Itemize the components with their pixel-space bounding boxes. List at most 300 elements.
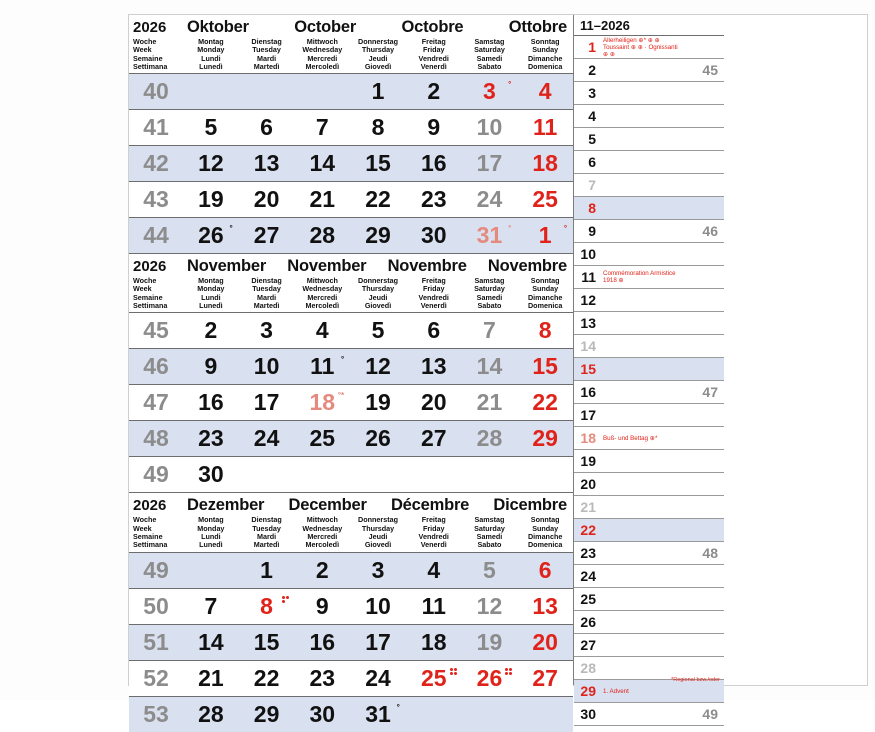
day-cell[interactable] — [183, 553, 239, 588]
weekday-name: Jeudi — [368, 531, 388, 541]
weekday-column-4 — [350, 516, 406, 549]
day-cell[interactable] — [183, 74, 239, 109]
day-cell[interactable]: 12 — [198, 150, 224, 177]
weekday-column-4 — [350, 277, 406, 310]
week-days — [183, 349, 573, 384]
sidebar-day-row[interactable] — [574, 473, 724, 496]
day-cell[interactable]: 13 — [253, 150, 280, 177]
week-row — [129, 420, 573, 456]
sidebar-day-note: 1. Advent — [603, 687, 629, 695]
weekday-name: Wednesday — [302, 523, 343, 533]
sidebar-day-number: 30 — [580, 706, 596, 722]
sidebar-day-row[interactable] — [574, 174, 724, 197]
day-cell[interactable] — [294, 457, 350, 492]
day-cell[interactable]: 14 — [198, 628, 224, 655]
month-header — [129, 254, 573, 277]
moon-phase-dots — [505, 668, 514, 675]
weekday-name: Montag — [198, 276, 224, 286]
day-cell[interactable]: 15 — [365, 150, 391, 177]
weekday-name: Samstag — [474, 276, 505, 286]
day-cell[interactable]: 9 — [427, 114, 441, 141]
weekday-name: Thursday — [361, 284, 395, 294]
day-cell[interactable]: 24 — [253, 425, 280, 452]
weekday-name: Wednesday — [302, 284, 343, 294]
day-cell[interactable]: 14 — [476, 353, 503, 380]
weekday-column-2 — [239, 277, 295, 310]
weekday-name: Friday — [422, 45, 445, 55]
day-cell[interactable]: 19 — [476, 628, 503, 655]
day-cell[interactable]: 24 — [476, 186, 503, 213]
day-cell[interactable]: 1 ° — [538, 222, 568, 249]
week-number: 44 — [143, 222, 169, 249]
day-cell[interactable]: 24 — [365, 664, 391, 691]
weekday-name: Jeudi — [368, 292, 388, 302]
sidebar-day-row[interactable] — [574, 703, 724, 726]
day-cell[interactable]: 1 — [260, 556, 273, 583]
week-row — [129, 312, 573, 348]
day-cell[interactable]: 10 — [476, 114, 503, 141]
weekday-name: Sonntag — [530, 515, 560, 525]
weekday-name: Mardi — [256, 292, 277, 302]
day-marker: ° — [340, 355, 345, 365]
weekday-name: Monday — [197, 284, 225, 294]
sidebar-day-row[interactable] — [574, 335, 724, 358]
day-cell[interactable]: 15 — [532, 353, 558, 380]
sidebar-day-row[interactable] — [574, 105, 724, 128]
week-label: Settimana — [133, 61, 168, 71]
sidebar-day-number: 27 — [580, 637, 596, 653]
day-cell[interactable]: 6 — [260, 114, 273, 141]
weekday-name: Sunday — [532, 523, 559, 533]
sidebar-day-row[interactable] — [574, 450, 724, 473]
week-row — [129, 73, 573, 109]
month-name: November — [287, 257, 367, 276]
week-days — [183, 661, 573, 696]
weekday-name: Sunday — [532, 45, 559, 55]
week-row — [129, 552, 573, 588]
month-names — [187, 18, 571, 37]
day-cell[interactable]: 4 — [315, 317, 329, 344]
day-cell[interactable]: 30 — [420, 222, 447, 249]
sidebar-day-number: 19 — [580, 453, 596, 469]
day-cell[interactable]: 31 ° — [365, 700, 400, 727]
day-cell[interactable]: 4 — [538, 78, 552, 105]
week-days — [183, 110, 573, 145]
day-cell[interactable]: 16 — [420, 150, 447, 177]
weekday-name: Venerdì — [420, 61, 447, 71]
day-marker: ° — [508, 80, 512, 90]
sidebar-day-number: 10 — [580, 246, 596, 262]
weekday-name: Mardi — [256, 53, 277, 63]
weekday-name: Lunedì — [199, 301, 223, 311]
weekday-name: Thursday — [361, 523, 395, 533]
day-cell[interactable] — [462, 457, 518, 492]
weekday-column-5 — [406, 38, 462, 71]
months-container — [129, 15, 573, 732]
weekday-name: Sunday — [532, 284, 559, 294]
weekday-name: Sabato — [477, 540, 502, 550]
day-cell[interactable]: 11 — [533, 114, 558, 141]
week-label: Settimana — [133, 301, 168, 311]
sidebar-day-row[interactable] — [574, 565, 724, 588]
week-label: Semaine — [133, 531, 163, 541]
weekday-name: Giovedì — [364, 61, 392, 71]
month-names — [187, 496, 571, 515]
day-cell[interactable]: 31 ° — [476, 222, 512, 249]
day-cell[interactable]: 16 — [309, 628, 336, 655]
weekday-name: Domenica — [527, 540, 563, 550]
weekday-column-1 — [183, 277, 239, 310]
sidebar-day-number: 25 — [580, 591, 596, 607]
weekday-name: Donnerstag — [358, 515, 398, 525]
month-block — [129, 254, 573, 493]
sidebar-day-row[interactable] — [574, 427, 724, 450]
month-year: 2026 — [133, 497, 167, 515]
sidebar-day-row[interactable] — [574, 36, 724, 59]
week-number: 40 — [143, 78, 169, 105]
sidebar-day-number: 18 — [580, 430, 596, 446]
weekday-name: Mittwoch — [306, 276, 338, 286]
sidebar-day-number: 17 — [580, 407, 596, 423]
day-cell[interactable]: 23 — [198, 425, 224, 452]
sidebar-day-row[interactable] — [574, 519, 724, 542]
day-cell[interactable] — [239, 74, 295, 109]
day-cell[interactable]: 5 — [483, 556, 496, 583]
day-cell[interactable]: 22 — [365, 186, 391, 213]
sidebar-day-row[interactable] — [574, 220, 724, 243]
week-number: 49 — [143, 556, 169, 583]
week-days — [183, 218, 573, 253]
weekday-name: Vendredi — [418, 531, 449, 541]
day-cell[interactable]: 26 — [365, 425, 391, 452]
weekday-column-3 — [294, 516, 350, 549]
week-label: Week — [133, 523, 152, 533]
day-cell[interactable]: 17 — [253, 389, 280, 416]
day-marker: °* — [337, 391, 345, 401]
day-cell[interactable]: 27 — [532, 664, 558, 691]
day-cell[interactable]: 5 — [371, 317, 385, 344]
week-number: 51 — [143, 628, 169, 655]
week-days — [183, 182, 573, 217]
sidebar-day-list — [574, 36, 724, 726]
weekday-name: Martedì — [253, 61, 280, 71]
month-name: Octobre — [401, 18, 464, 36]
day-cell[interactable]: 29 — [532, 425, 558, 452]
day-cell[interactable]: 21 — [198, 664, 224, 691]
sidebar-day-row[interactable] — [574, 404, 724, 427]
month-name: December — [288, 496, 367, 515]
week-label: Settimana — [133, 540, 168, 550]
day-cell[interactable]: 23 — [309, 664, 336, 691]
month-header — [129, 493, 573, 516]
sidebar-day-row[interactable] — [574, 289, 724, 312]
day-cell[interactable]: 10 — [365, 592, 391, 619]
weekday-column-6 — [462, 516, 518, 549]
week-days — [183, 74, 573, 109]
month-name: Dicembre — [493, 496, 567, 515]
day-cell[interactable]: 2 — [204, 317, 218, 344]
day-cell[interactable]: 12 — [476, 592, 503, 619]
sidebar-day-row[interactable] — [574, 197, 724, 220]
day-cell[interactable]: 17 — [365, 628, 391, 655]
day-cell[interactable]: 14 — [309, 150, 336, 177]
weekday-names — [183, 38, 573, 71]
weekday-header — [129, 277, 573, 312]
week-row — [129, 181, 573, 217]
day-cell[interactable]: 16 — [198, 389, 224, 416]
day-cell[interactable]: 26 ° — [198, 222, 233, 249]
week-days — [183, 457, 573, 492]
day-cell[interactable]: 28 — [309, 222, 336, 249]
weekday-name: Dienstag — [251, 37, 282, 46]
day-cell[interactable]: 20 — [532, 628, 558, 655]
sidebar-day-number: 9 — [588, 223, 596, 239]
day-cell[interactable]: 9 — [204, 353, 218, 380]
sidebar-day-row[interactable] — [574, 128, 724, 151]
weekday-name: Donnerstag — [358, 37, 398, 46]
week-row — [129, 456, 573, 492]
weekday-name: Mittwoch — [306, 37, 338, 46]
day-cell[interactable]: 5 — [204, 114, 218, 141]
moon-phase-dots — [450, 668, 459, 675]
day-cell[interactable]: 6 — [427, 317, 441, 344]
sidebar-day-row[interactable] — [574, 82, 724, 105]
day-cell[interactable]: 1 — [371, 78, 385, 105]
month-names — [187, 257, 571, 276]
month-block — [129, 493, 573, 731]
day-cell[interactable]: 7 — [315, 114, 329, 141]
day-cell[interactable]: 17 — [476, 150, 503, 177]
day-cell[interactable]: 22 — [532, 389, 558, 416]
sidebar-day-row[interactable] — [574, 588, 724, 611]
day-cell[interactable]: 13 — [532, 592, 558, 619]
weekday-column-1 — [183, 38, 239, 71]
day-cell[interactable]: 28 — [198, 700, 224, 727]
weekday-name: Samedi — [476, 531, 503, 541]
month-name: Décembre — [390, 496, 470, 515]
weekday-name: Samstag — [474, 37, 505, 46]
day-cell[interactable]: 3 ° — [483, 78, 512, 105]
weekday-name: Tuesday — [252, 284, 281, 294]
day-cell[interactable]: 3 — [260, 317, 273, 344]
day-cell[interactable]: 21 — [309, 186, 336, 213]
sidebar-day-row[interactable] — [574, 634, 724, 657]
week-days — [183, 421, 573, 456]
day-cell[interactable]: 28 — [476, 425, 503, 452]
week-label: Semaine — [133, 53, 163, 63]
sidebar-day-row[interactable] — [574, 312, 724, 335]
day-cell[interactable]: 19 — [198, 186, 224, 213]
weekday-header — [129, 38, 573, 73]
week-row — [129, 696, 573, 732]
day-cell[interactable] — [517, 457, 573, 492]
week-days — [183, 589, 573, 624]
weekday-name: Mittwoch — [306, 515, 338, 525]
day-cell[interactable] — [517, 697, 573, 732]
day-cell[interactable]: 25 — [406, 661, 462, 696]
day-cell[interactable] — [294, 74, 350, 109]
day-cell[interactable]: 29 — [253, 700, 280, 727]
day-cell[interactable]: 9 — [315, 592, 329, 619]
day-cell[interactable]: 15 — [253, 628, 280, 655]
sidebar-day-number: 6 — [588, 154, 596, 170]
day-cell[interactable]: 11 ° — [310, 353, 345, 380]
sidebar-day-row[interactable] — [574, 496, 724, 519]
weekday-name: Dimanche — [527, 531, 563, 541]
weekday-name: Tuesday — [252, 523, 281, 533]
weekday-column-4 — [350, 38, 406, 71]
sidebar-day-row[interactable] — [574, 151, 724, 174]
day-cell[interactable]: 13 — [420, 353, 447, 380]
day-cell[interactable]: 2 — [427, 78, 441, 105]
week-number: 50 — [143, 592, 169, 619]
sidebar-day-row[interactable] — [574, 59, 724, 82]
day-cell[interactable]: 18 — [532, 150, 558, 177]
week-label: Week — [133, 284, 152, 294]
week-days — [183, 146, 573, 181]
day-cell[interactable]: 2 — [315, 556, 329, 583]
day-cell[interactable] — [406, 457, 462, 492]
week-number: 49 — [143, 461, 169, 488]
weekday-column-6 — [462, 38, 518, 71]
sidebar-day-note: Commémoration Armistice 1918 ⊕ — [603, 270, 676, 284]
day-cell[interactable]: 7 — [483, 317, 496, 344]
day-cell[interactable] — [350, 457, 406, 492]
sidebar-day-row[interactable] — [574, 358, 724, 381]
day-cell[interactable]: 20 — [253, 186, 280, 213]
sidebar-day-note: Allerheiligen ⊕* ⊕ ⊕ Toussaint ⊕ ⊕ · Ognissanti ⊕ ⊕ — [603, 36, 678, 58]
week-days — [183, 625, 573, 660]
weekday-names — [183, 516, 573, 549]
weekday-name: Dimanche — [527, 292, 563, 302]
day-cell[interactable] — [239, 457, 295, 492]
day-cell[interactable] — [462, 697, 518, 732]
week-days — [183, 385, 573, 420]
weekday-name: Friday — [422, 523, 445, 533]
weekday-name: Giovedì — [364, 540, 392, 550]
day-cell[interactable]: 25 — [532, 186, 558, 213]
week-label: Woche — [133, 37, 157, 46]
day-cell[interactable]: 8 — [538, 317, 552, 344]
day-cell[interactable]: 19 — [365, 389, 391, 416]
week-number: 41 — [143, 114, 169, 141]
sidebar-day-number: 8 — [588, 200, 596, 216]
day-cell[interactable]: 6 — [538, 556, 552, 583]
week-number: 53 — [143, 700, 169, 727]
day-cell[interactable]: 18 °* — [309, 389, 345, 416]
sidebar-day-row[interactable] — [574, 611, 724, 634]
week-row — [129, 660, 573, 696]
day-cell[interactable]: 23 — [420, 186, 447, 213]
day-cell[interactable]: 3 — [371, 556, 385, 583]
day-cell[interactable]: 20 — [420, 389, 447, 416]
sidebar-day-row[interactable] — [574, 266, 724, 289]
weekday-column-1 — [183, 516, 239, 549]
sidebar-day-row[interactable] — [574, 381, 724, 404]
day-cell[interactable]: 8 — [371, 114, 385, 141]
day-cell[interactable] — [406, 697, 462, 732]
day-cell[interactable]: 8 — [239, 589, 295, 624]
sidebar-week-number: 49 — [702, 706, 718, 722]
weekday-name: Montag — [198, 515, 224, 525]
weekday-name: Lundi — [201, 53, 221, 63]
week-number: 46 — [143, 353, 169, 380]
day-cell[interactable]: 22 — [253, 664, 280, 691]
day-cell[interactable]: 12 — [365, 353, 391, 380]
sidebar-day-number: 24 — [580, 568, 596, 584]
day-cell[interactable]: 27 — [253, 222, 280, 249]
day-cell[interactable]: 27 — [420, 425, 447, 452]
sidebar-day-number: 2 — [588, 62, 596, 78]
weekday-name: Mercoledì — [305, 540, 340, 550]
week-label: Woche — [133, 515, 157, 525]
weekday-name: Vendredi — [418, 53, 449, 63]
month-columns — [129, 15, 574, 727]
weekday-name: Mercoledì — [305, 301, 340, 311]
day-cell[interactable]: 30 — [198, 461, 224, 488]
month-name: Ottobre — [508, 18, 567, 36]
week-number: 45 — [143, 317, 169, 344]
sidebar-week-number: 47 — [702, 384, 718, 400]
day-cell[interactable]: 30 — [309, 700, 336, 727]
week-number: 47 — [143, 389, 169, 416]
month-name: Oktober — [187, 18, 249, 36]
day-cell[interactable]: 4 — [427, 556, 441, 583]
sidebar-day-row[interactable] — [574, 243, 724, 266]
day-cell[interactable]: 10 — [253, 353, 280, 380]
week-days — [183, 697, 573, 732]
sidebar-day-number: 28 — [580, 660, 596, 676]
weekday-column-2 — [239, 38, 295, 71]
day-cell[interactable]: 7 — [204, 592, 218, 619]
weekday-name: Monday — [197, 523, 225, 533]
week-label: Week — [133, 45, 152, 55]
weekday-name: Donnerstag — [358, 276, 398, 286]
weekday-name: Wednesday — [302, 45, 343, 55]
month-name: Novembre — [487, 257, 567, 276]
weekday-column-3 — [294, 38, 350, 71]
weekday-name: Samedi — [476, 53, 503, 63]
weekday-name: Sonntag — [530, 37, 560, 46]
calendar-sheet — [128, 14, 868, 727]
month-name: October — [294, 18, 357, 36]
day-marker: ° — [229, 224, 233, 234]
week-row — [129, 384, 573, 420]
weekday-name: Saturday — [474, 284, 505, 294]
month-block — [129, 15, 573, 254]
sidebar-day-row[interactable] — [574, 542, 724, 565]
sidebar-day-number: 12 — [580, 292, 596, 308]
sidebar-day-number: 21 — [580, 499, 596, 515]
week-number: 42 — [143, 150, 169, 177]
sidebar-day-number: 4 — [588, 108, 596, 124]
weekday-name: Thursday — [361, 45, 395, 55]
weekday-name: Sonntag — [530, 276, 560, 286]
day-cell[interactable]: 21 — [476, 389, 503, 416]
week-row — [129, 348, 573, 384]
day-cell[interactable]: 29 — [365, 222, 391, 249]
day-cell[interactable]: 18 — [420, 628, 447, 655]
week-label: Semaine — [133, 292, 163, 302]
day-cell[interactable]: 26 — [462, 661, 518, 696]
weekday-name: Venerdì — [420, 301, 447, 311]
day-cell[interactable]: 11 — [421, 592, 446, 619]
sidebar-day-number: 13 — [580, 315, 596, 331]
weekday-name: Freitag — [421, 276, 446, 286]
day-cell[interactable]: 25 — [309, 425, 336, 452]
sidebar-week-number: 45 — [702, 62, 718, 78]
weekday-name: Martedì — [253, 301, 280, 311]
